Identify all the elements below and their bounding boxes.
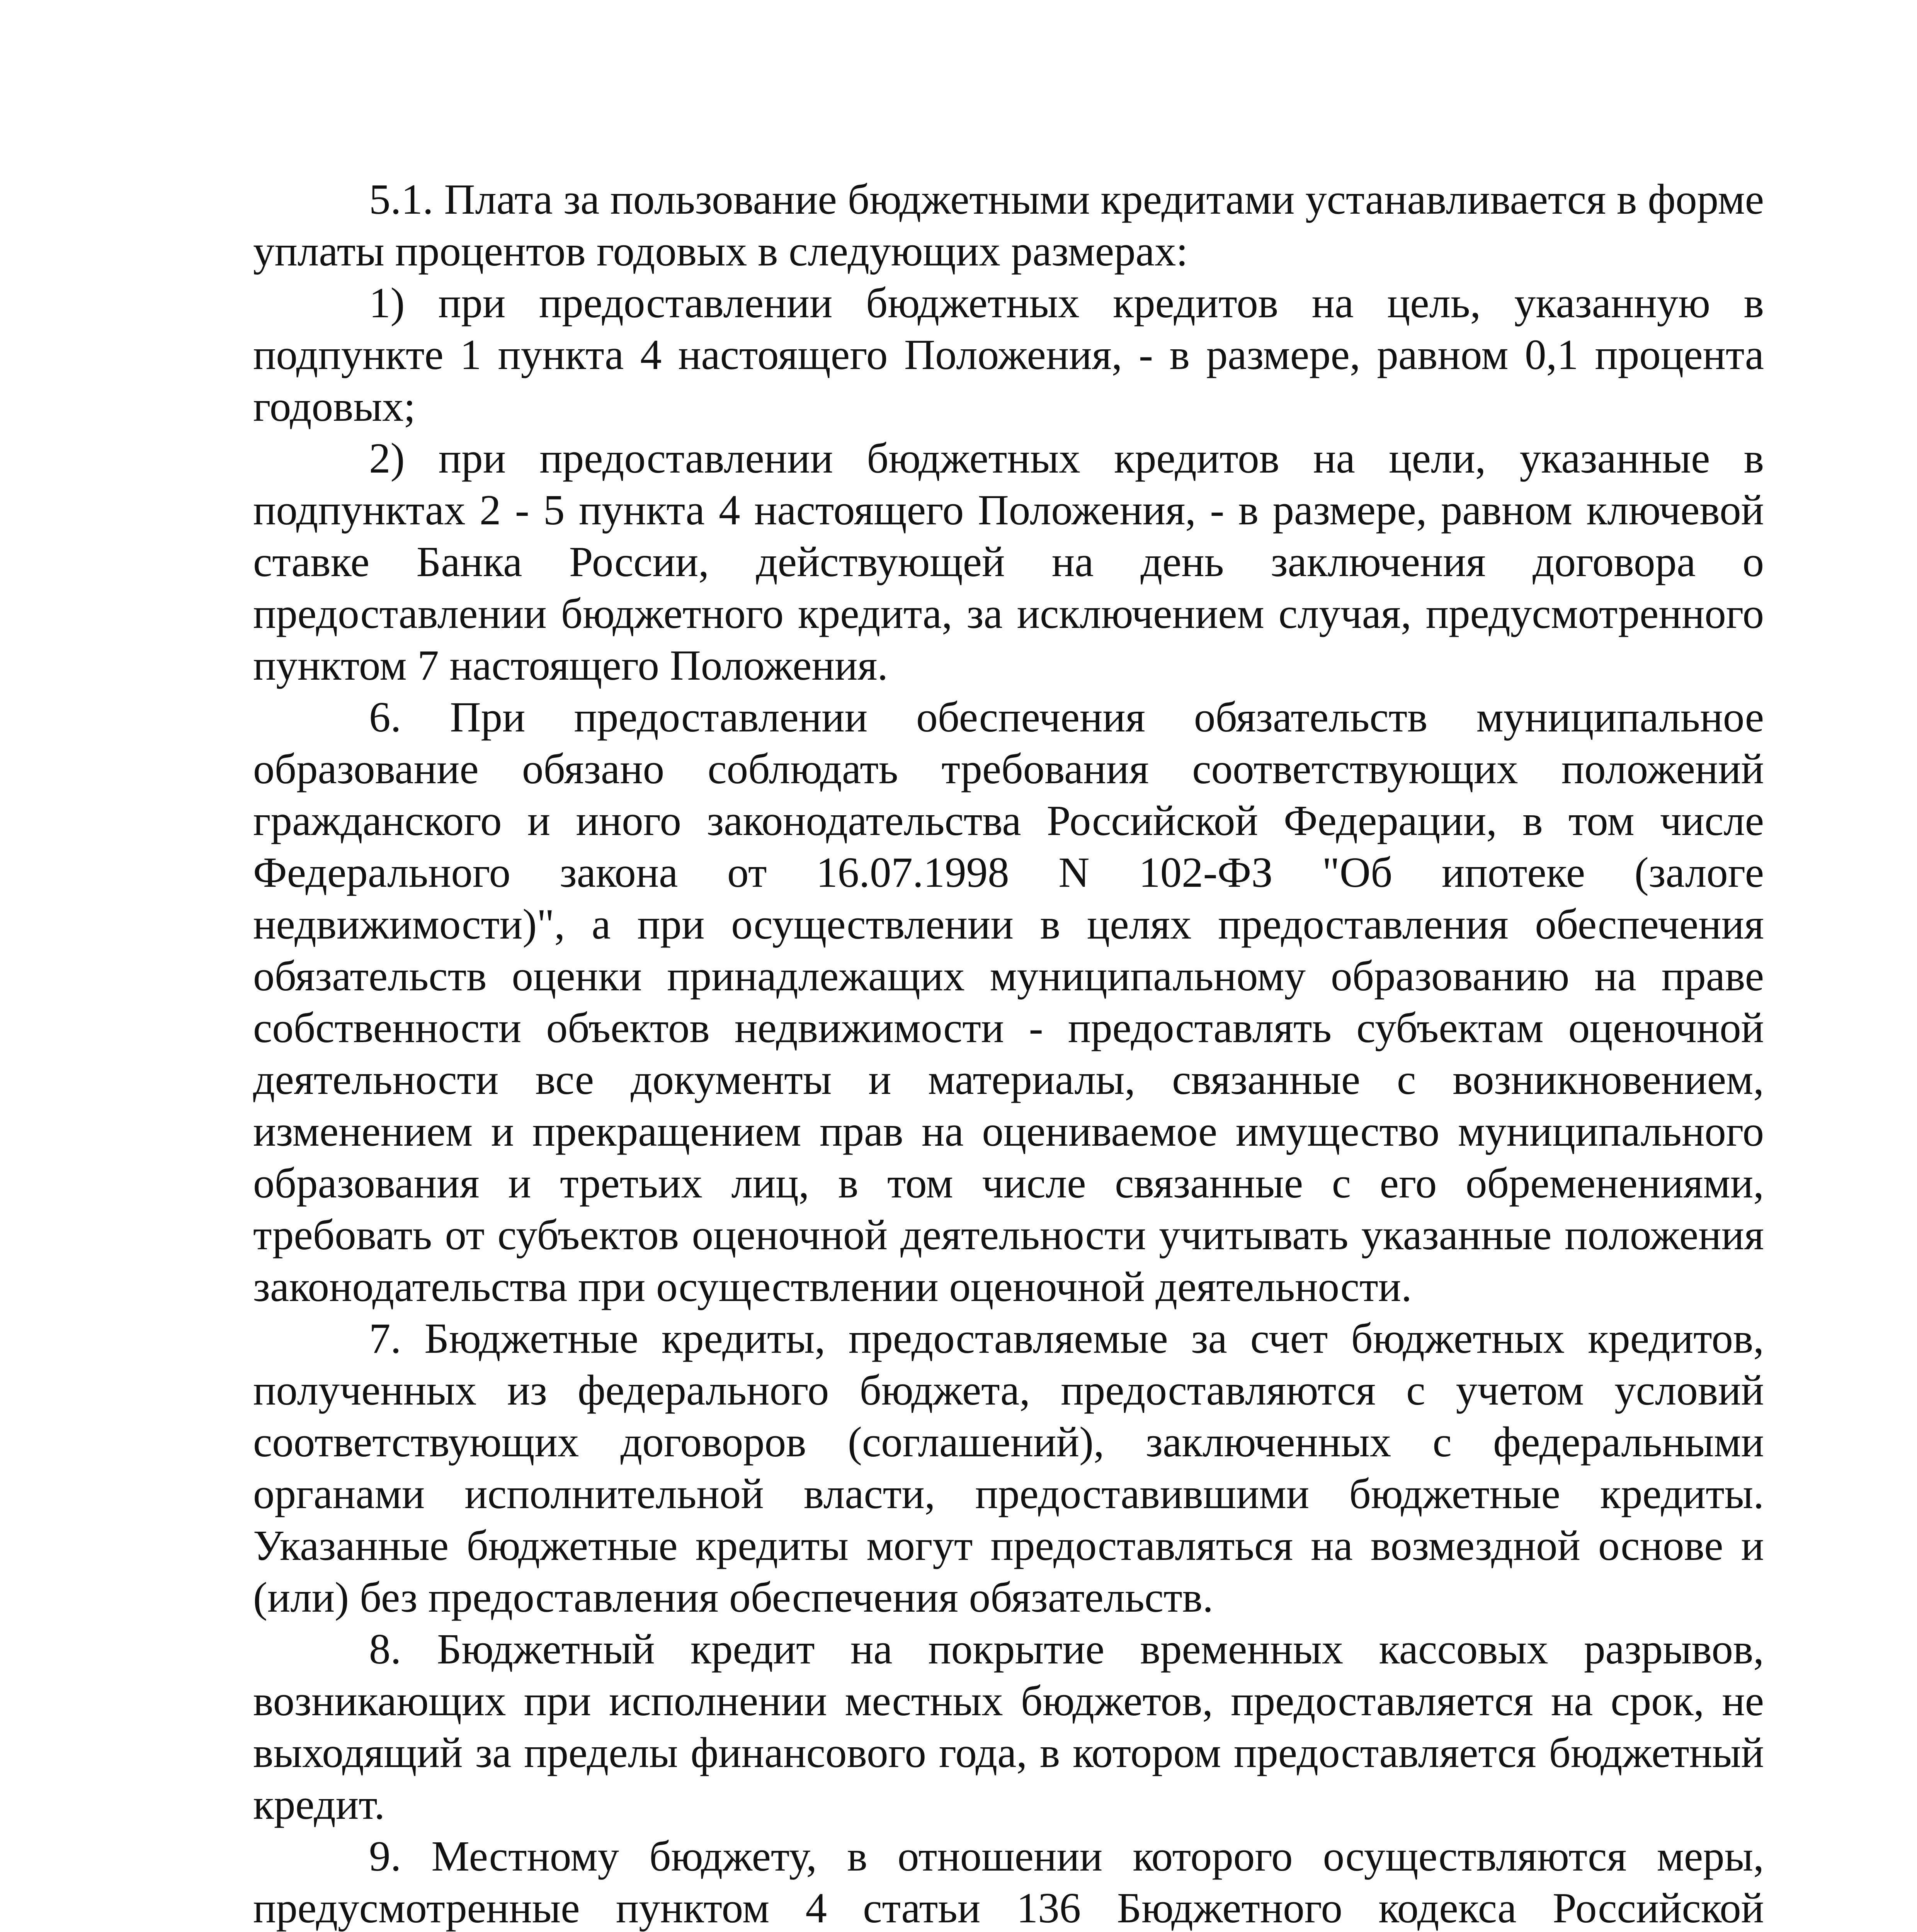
paragraph-6: 6. При предоставлении обеспечения обязательств муниципальное образование обязано соблюдать требования соответствующих положений гражданского и иного законодательства Российской Федерации, в том числе Федерального закона от 16.07.1998 N 102-ФЗ "Об ипотеке (залоге недвижимости)", а при осуществлении в целях предоставления обеспечения обязательств оценки принадлежащих муниципальному образованию на праве собственности объектов недвижимости - предоставлять субъектам оценочной деятельности все документы и материалы, связанные с возникновением, изменением и прекращением прав на оцениваемое имущество муниципального образования и третьих лиц, в том числе связанные с его обременениями, требовать от субъектов оценочной деятельности учитывать указанные положения законодательства при осуществлении оценочной деятельности. [253,694,1764,1311]
paragraph-9: 9. Местному бюджету, в отношении которого осуществляются меры, предусмотренные пунктом 4 статьи 136 Бюджетного кодекса Российской [253,1833,1764,1932]
document-body [253,174,1764,1932]
paragraph-7: 7. Бюджетные кредиты, предоставляемые за счет бюджетных кредитов, полученных из федерального бюджета, предоставляются с учетом условий соответствующих договоров (соглашений), заключенных с федеральными органами исполнительной власти, предоставившими бюджетные кредиты. Указанные бюджетные кредиты могут предоставляться на возмездной основе и (или) без предоставления обеспечения обязательств. [253,1315,1764,1621]
paragraph-5-1: 5.1. Плата за пользование бюджетными кредитами устанавливается в форме уплаты процентов годовых в следующих размерах: [253,176,1764,275]
paragraph-8: 8. Бюджетный кредит на покрытие временных кассовых разрывов, возникающих при исполнении местных бюджетов, предоставляется на срок, не выходящий за пределы финансового года, в котором предоставляется бюджетный кредит. [253,1626,1764,1828]
paragraph-5-1-item-2: 2) при предоставлении бюджетных кредитов на цели, указанные в подпунктах 2 - 5 пункта 4 настоящего Положения, - в размере, равном ключевой ставке Банка России, действующей на день заключения договора о предоставлении бюджетного кредита, за исключением случая, предусмотренного пунктом 7 настоящего Положения. [253,435,1764,689]
paragraph-5-1-item-1: 1) при предоставлении бюджетных кредитов на цель, указанную в подпункте 1 пункта 4 настоящего Положения, - в размере, равном 0,1 процента годовых; [253,279,1764,430]
